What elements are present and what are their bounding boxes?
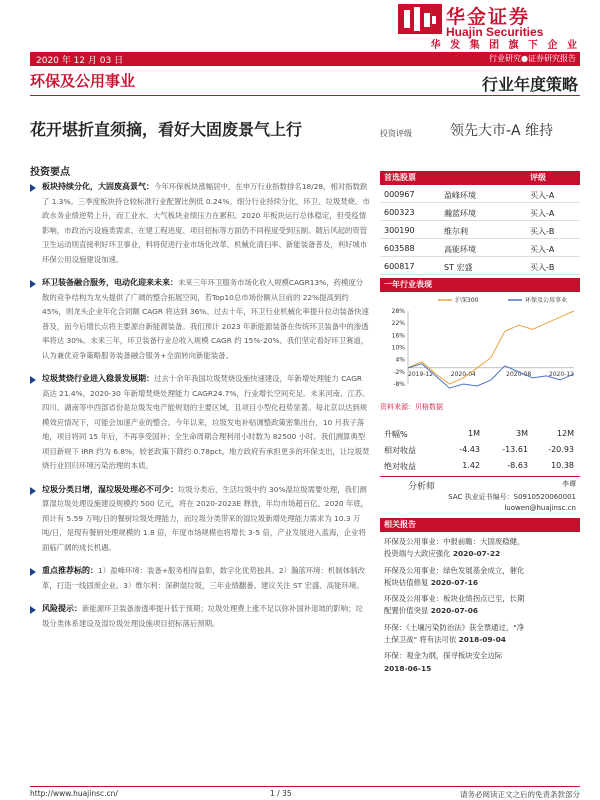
perf-header-1m: 1M — [468, 429, 480, 438]
table-row — [380, 426, 580, 442]
point-lead: 环卫装备融合服务，电动化迎来未来： — [42, 278, 178, 287]
related-report-title-cont: 土保卫战" 将有法可依 — [384, 635, 457, 645]
rating-value: 领先大市-A 维持 — [450, 123, 554, 139]
analyst-label: 分析师 — [408, 482, 436, 492]
related-report-title: 环保：观金为纲，探寻板块安全边际 — [384, 651, 503, 661]
y-tick-label: 28% — [391, 308, 405, 315]
point-lead: 风险提示： — [42, 604, 82, 613]
investment-points-heading: 投资要点 — [30, 167, 70, 178]
report-title: 花开堪折直须摘，看好大固废景气上行 — [30, 120, 303, 139]
stock-rating: 买入-A — [530, 209, 555, 218]
related-report-date: 2020-07-06 — [430, 606, 478, 616]
related-report-item[interactable] — [384, 622, 578, 647]
footer-divider — [30, 786, 580, 787]
table-row — [380, 458, 580, 474]
investment-point — [30, 180, 370, 267]
analyst-sac: SAC 执业证书编号：S0910520060001 — [448, 493, 576, 501]
related-reports-list — [384, 536, 578, 679]
picks-table-header — [380, 171, 580, 185]
sector-title: 环保及公用事业 — [30, 72, 136, 90]
bullet-arrow-icon — [30, 487, 36, 495]
company-logo-icon — [398, 4, 442, 34]
perf-value: -13.61 — [502, 445, 528, 454]
picks-header-stock: 首选股票 — [384, 173, 416, 182]
perf-header-12m: 12M — [556, 429, 574, 438]
stock-name: 瀚蓝环境 — [444, 209, 476, 218]
perf-value: -8.63 — [507, 461, 528, 470]
table-row — [380, 204, 580, 221]
related-report-item[interactable] — [384, 536, 578, 561]
x-tick-label: 2019-12 — [408, 370, 434, 378]
x-tick-label: 2020-08 — [506, 370, 532, 378]
bullet-arrow-icon — [30, 184, 36, 192]
related-report-title-cont: 投资端与大政应强化 — [384, 549, 451, 559]
chart-header: 一年行业表现 — [380, 278, 580, 292]
related-report-title: 环保：《土壤污染防治法》获全票通过，"净 — [384, 622, 525, 632]
y-tick-label: 22% — [391, 320, 405, 328]
perf-value: 10.38 — [551, 461, 574, 470]
point-text: 未来三年环卫服务市场化收入规模CAGR13%，药模度分散的竞争结构为龙头提供了广阔的整合拓展空间，若Top10总市场份额从目前的 22%提高到约 45%，则龙头企业年化合同额 CAGR 将达到 36%。过去十年，环卫行业机械化率提升拉动装备快速普及，而今后增长点将主要源自新能源装备。我们预计 2023 年新能源装备在传统环卫装备中的渗透率将达 30%。未来三年，环卫装备行业总收入规模 CAGR 约 15%-20%。我们坚定看好环卫赛道，认为兼优竞争策略服务装备融合服务+全面转向新能装备。 — [42, 278, 369, 360]
point-text: 过去十余年我国垃圾焚烧设施快速建设，年新增处理能力 CAGR 高达 21.4%，2020-30 年新增焚烧处理能力 CAGR24.7%，行业增长空间充足。未来河南、江苏、四川、湖南等中西部省份是垃圾发电产能规划的主要区域，且项目小型化趋势显著。每北京以达到规模效应情况下，可能会加速产业的整合。今年以来，垃圾发电补贴调整政策密集出台，10 月我子落地，项目将同 15 年后，不再享受国补；全生命周期合理利用小时数为 82500 小时。我们测算典型项目新规下 IRR 约为 6.8%，较老政策下降约 0.78pct。地方政府有承担更多的环保支出，让垃圾焚烧行业回归环境污染治理的本质。 — [42, 374, 370, 470]
analyst-row — [380, 476, 580, 492]
perf-value: -20.93 — [548, 445, 574, 454]
y-tick-label: 10% — [391, 344, 405, 352]
bullet-arrow-icon — [30, 280, 36, 288]
table-row — [380, 258, 580, 275]
point-text: 今年环保板块涨幅居中，在申万行业指数排名18/28，相对指数跌了 1.3%。三季度板块持仓较标准行业配置比例低 0.24%。细分行业持续分化，环卫、垃圾焚烧、市政水务业绩逆势上升，而工业水、大气板块业绩压力在累积。2020 年板块运行总体稳定，但受疫情影响，市政治污设施类需求、在建工程进度、项目招标等方面仍不同程度受到压制。随后风起的资管卫生运动则直接利好环卫事业，料将促进行业市场化改革、机械化清扫率、新能装备普及，利好城市环保公用设施建设加速。 — [42, 182, 370, 264]
analyst-name: 李谭 — [562, 480, 576, 488]
stock-name: ST 宏盛 — [444, 263, 473, 272]
report-type: 行业年度策略 — [481, 75, 578, 94]
y-tick-label: -2% — [393, 368, 405, 376]
related-report-title-cont: 板块估值修复 — [384, 577, 429, 587]
bullet-arrow-icon — [30, 376, 36, 384]
perf-value: -4.43 — [459, 445, 480, 454]
stock-name: 维尔利 — [444, 227, 468, 236]
stock-code: 600817 — [384, 262, 415, 271]
header-divider — [30, 95, 580, 96]
slogan: 华 发 集 团 旗 下 企 业 — [430, 40, 580, 51]
stock-code: 000967 — [384, 190, 415, 199]
perf-value: 1.42 — [462, 461, 480, 470]
stock-code: 300190 — [384, 226, 415, 235]
report-date: 2020 年 12 月 03 日 — [36, 56, 124, 66]
logo-chinese-name: 华金证券 — [446, 6, 531, 28]
bullet-arrow-icon — [30, 568, 36, 576]
investment-point — [30, 372, 370, 474]
legend-label: 沪深300 — [455, 297, 479, 304]
analyst-info — [380, 476, 580, 512]
related-report-item[interactable] — [384, 650, 578, 675]
point-lead: 重点推荐标的： — [42, 566, 98, 575]
stock-name: 盈峰环境 — [444, 191, 476, 200]
x-tick-label: 2020-04 — [450, 370, 476, 378]
perf-header-3m: 3M — [516, 429, 528, 438]
related-report-title: 环保及公用事业：板块业绩拐点已至，长期 — [384, 594, 525, 604]
page-number: 1 / 35 — [270, 789, 292, 798]
related-report-date: 2020-07-16 — [430, 577, 478, 587]
chart-source: 资料来源：贝格数据 — [380, 403, 443, 411]
related-report-date: 2018-06-15 — [384, 663, 432, 673]
logo-english-name: Huajin Securities — [446, 25, 544, 39]
bullet-arrow-icon — [30, 606, 36, 614]
y-tick-label: 16% — [391, 332, 405, 340]
point-text: 垃圾分类后，生活垃圾中约 30%湿垃圾需要处理，我们测算湿垃圾处理设施建设规模约 500 亿元，将在 2020-2023E 释放，年均市场超百亿。2020 年底，预计有 5.59 万吨/日的餐厨垃圾处理能力，而垃圾分类带来的湿垃圾新增处理能力需求为 10.3 万吨/日，是现有餐厨处理规模的 1.8 倍，年度市场规模也将增长 3-5 倍，产业发展进入蓝海，企业将面临广阔的成长机遇。 — [42, 484, 369, 552]
investment-point — [30, 483, 370, 556]
related-reports-header: 相关报告 — [380, 518, 580, 532]
investment-point — [30, 276, 370, 363]
y-tick-label: -8% — [393, 381, 405, 388]
stock-name: 高能环境 — [444, 245, 476, 254]
table-row — [380, 222, 580, 239]
stock-rating: 买入-A — [530, 245, 555, 254]
point-lead: 垃圾焚烧行业进入稳景发展期： — [42, 374, 154, 383]
stock-code: 600323 — [384, 208, 415, 217]
point-text: 新能源环卫装备渗透率提升低于预期；垃圾处理费上涨不足以弥补国补退坡的影响；垃圾分类体系建设及湿垃圾处理设施项目招标落后预期。 — [42, 604, 363, 628]
table-row — [380, 442, 580, 458]
point-lead: 垃圾分类日增，湿垃圾处理必不可少： — [42, 484, 178, 494]
stock-rating: 买入-A — [530, 191, 555, 200]
investment-point — [30, 564, 370, 593]
y-tick-label: 4% — [395, 356, 405, 364]
point-lead: 板块持续分化，大固废高景气： — [42, 182, 154, 191]
stock-rating: 买入-B — [530, 227, 555, 236]
stock-code: 603588 — [384, 244, 415, 253]
table-row — [380, 240, 580, 257]
picks-header-rating: 评级 — [530, 173, 546, 182]
industry-performance-chart — [380, 293, 580, 398]
perf-row-label: 相对收益 — [384, 446, 416, 455]
footer-url[interactable]: http://www.huajinsc.cn/ — [30, 789, 118, 798]
performance-table — [380, 426, 580, 474]
table-row — [380, 186, 580, 203]
x-tick-label: 2020-12 — [548, 370, 574, 378]
related-report-title-cont: 配置价值突显 — [384, 606, 429, 616]
perf-header-label: 升幅% — [384, 430, 408, 439]
related-report-title: 环保及公用事业：中报前瞻：大固废稳健， — [384, 537, 525, 546]
related-report-date: 2018-09-04 — [458, 635, 506, 645]
related-report-item[interactable] — [384, 565, 578, 590]
investment-point — [30, 602, 370, 631]
disclaimer-note: 请务必阅读正文之后的免责条款部分 — [460, 790, 580, 799]
analyst-email[interactable]: luowen@huajinsc.cn — [504, 504, 576, 512]
point-text: 1）盈峰环境：装备+服务相得益彰，数字化优势独具。2）瀚蓝环境：机制体制改革，打造一线固废企业。3）维尔利：深耕湿垃圾，三年业绩翻番。建议关注 ST 宏盛、高能环境。 — [42, 566, 365, 590]
rating-label: 投资评级 — [380, 129, 412, 138]
related-report-item[interactable] — [384, 593, 578, 618]
perf-row-label: 绝对收益 — [384, 462, 416, 471]
investment-points-list — [30, 180, 370, 640]
category-tag: 行业研究●证券研究报告 — [489, 54, 576, 63]
legend-label: 环保及公用事业 — [525, 297, 568, 304]
related-report-title: 环保及公用事业：绿色发展基金成立，催化 — [384, 565, 525, 575]
related-report-date: 2020-07-22 — [452, 549, 501, 559]
stock-rating: 买入-B — [530, 263, 555, 272]
